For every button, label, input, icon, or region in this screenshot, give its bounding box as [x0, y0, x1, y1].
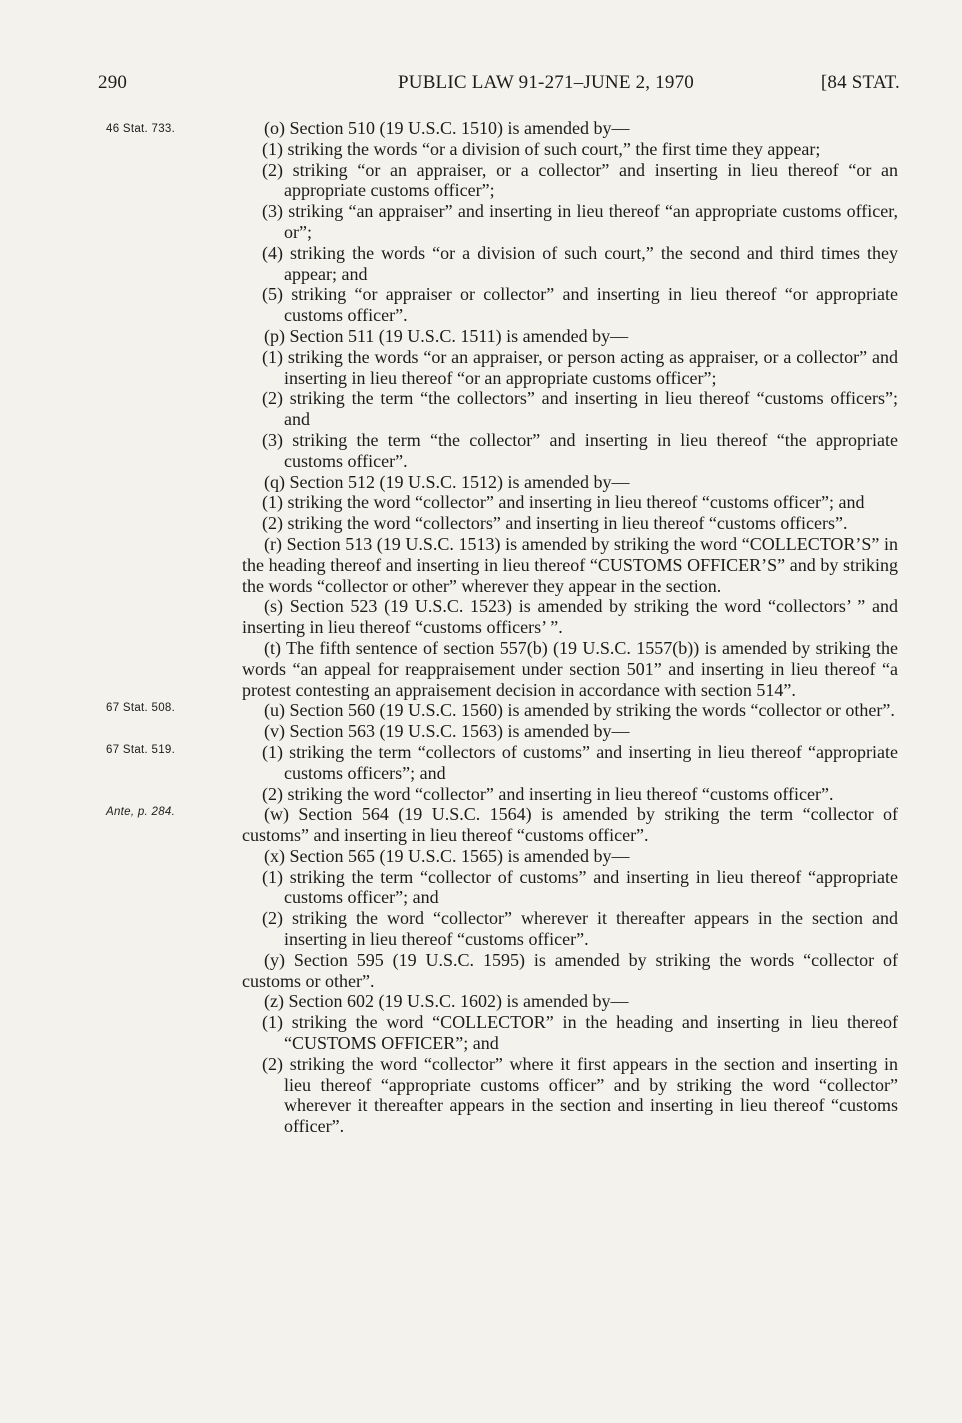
paragraph: (y) Section 595 (19 U.S.C. 1595) is amended by striking the words “collector of customs or other”.: [242, 949, 898, 991]
clause: (1) striking the term “collectors of customs” and inserting in lieu thereof “appropriate customs officers”; and: [262, 741, 898, 783]
margin-note: 67 Stat. 508.: [106, 702, 176, 714]
clause: (5) striking “or appraiser or collector” and inserting in lieu thereof “or appropriate customs officer”.: [262, 284, 898, 326]
clause: (3) striking “an appraiser” and inserting in lieu thereof “an appropriate customs officer, or”;: [262, 201, 898, 242]
paragraph: (s) Section 523 (19 U.S.C. 1523) is amended by striking the word “collectors’ ” and inserting in lieu thereof “customs officers’ ”.: [242, 596, 898, 638]
clause: (1) striking the word “collector” and inserting in lieu thereof “customs officer”; and: [262, 492, 865, 513]
paragraph: (o) Section 510 (19 U.S.C. 1510) is amended by—: [264, 118, 630, 138]
clause: (2) striking “or an appraiser, or a collector” and inserting in lieu thereof “or an appropriate customs officer”;: [262, 159, 898, 201]
statute-text: [242, 118, 898, 1137]
paragraph: (p) Section 511 (19 U.S.C. 1511) is amended by—: [264, 325, 629, 346]
clause: (2) striking the term “the collectors” and inserting in lieu thereof “customs officers”; and: [262, 388, 898, 430]
paragraph: (t) The fifth sentence of section 557(b) (19 U.S.C. 1557(b)) is amended by striking the words “an appeal for reappraisement under section 501” and inserting in lieu thereof “a protest contesting an appraisement decision in accordance with section 514”.: [242, 637, 898, 700]
header-title: PUBLIC LAW 91-271–JUNE 2, 1970: [398, 72, 694, 93]
clause: (2) striking the word “collector” and inserting in lieu thereof “customs officer”.: [262, 783, 834, 804]
clause: (4) striking the words “or a division of such court,” the second and third times they appear; and: [262, 242, 898, 284]
paragraph: (u) Section 560 (19 U.S.C. 1560) is amended by striking the words “collector or other”.: [264, 700, 895, 721]
clause: (1) striking the words “or an appraiser, or person acting as appraiser, or a collector” and inserting in lieu thereof “or an appropriate customs officer”;: [262, 346, 898, 388]
clause: (1) striking the word “COLLECTOR” in the heading and inserting in lieu thereof “CUSTOMS OFFICER”; and: [262, 1012, 898, 1054]
margin-note: 46 Stat. 733.: [106, 123, 176, 135]
paragraph: (w) Section 564 (19 U.S.C. 1564) is amended by striking the term “collector of customs” and inserting in lieu thereof “customs officer”.: [242, 804, 898, 846]
paragraph: (v) Section 563 (19 U.S.C. 1563) is amended by—: [264, 721, 630, 742]
clause: (2) striking the word “collector” wherever it thereafter appears in the section and inserting in lieu thereof “customs officer”.: [262, 908, 898, 950]
paragraph: (x) Section 565 (19 U.S.C. 1565) is amended by—: [264, 845, 630, 866]
volume-reference: [84 STAT.: [820, 72, 900, 93]
paragraph: (q) Section 512 (19 U.S.C. 1512) is amended by—: [264, 471, 630, 492]
running-header: [98, 72, 900, 102]
clause: (3) striking the term “the collector” and inserting in lieu thereof “the appropriate customs officer”.: [262, 429, 898, 471]
clause: (2) striking the word “collectors” and inserting in lieu thereof “customs officers”.: [262, 513, 848, 534]
clause: (2) striking the word “collector” where it first appears in the section and inserting in lieu thereof “appropriate customs officer” and by striking the word “collector” wherever it thereafter appears in the section and inserting in lieu thereof “customs officer”.: [262, 1053, 898, 1137]
margin-note: 67 Stat. 519.: [106, 744, 176, 756]
clause: (1) striking the term “collector of customs” and inserting in lieu thereof “appropriate customs officer”; and: [262, 866, 898, 908]
margin-note: Ante, p. 284.: [106, 806, 176, 818]
page-number: 290: [98, 72, 128, 93]
clause: (1) striking the words “or a division of such court,” the first time they appear;: [262, 138, 821, 159]
paragraph: (z) Section 602 (19 U.S.C. 1602) is amended by—: [264, 991, 629, 1012]
paragraph: (r) Section 513 (19 U.S.C. 1513) is amended by striking the word “COLLECTOR’S” in the heading thereof and inserting in lieu thereof “CUSTOMS OFFICER’S” and by striking the words “collector or other” wherever they appear in the section.: [242, 533, 898, 596]
